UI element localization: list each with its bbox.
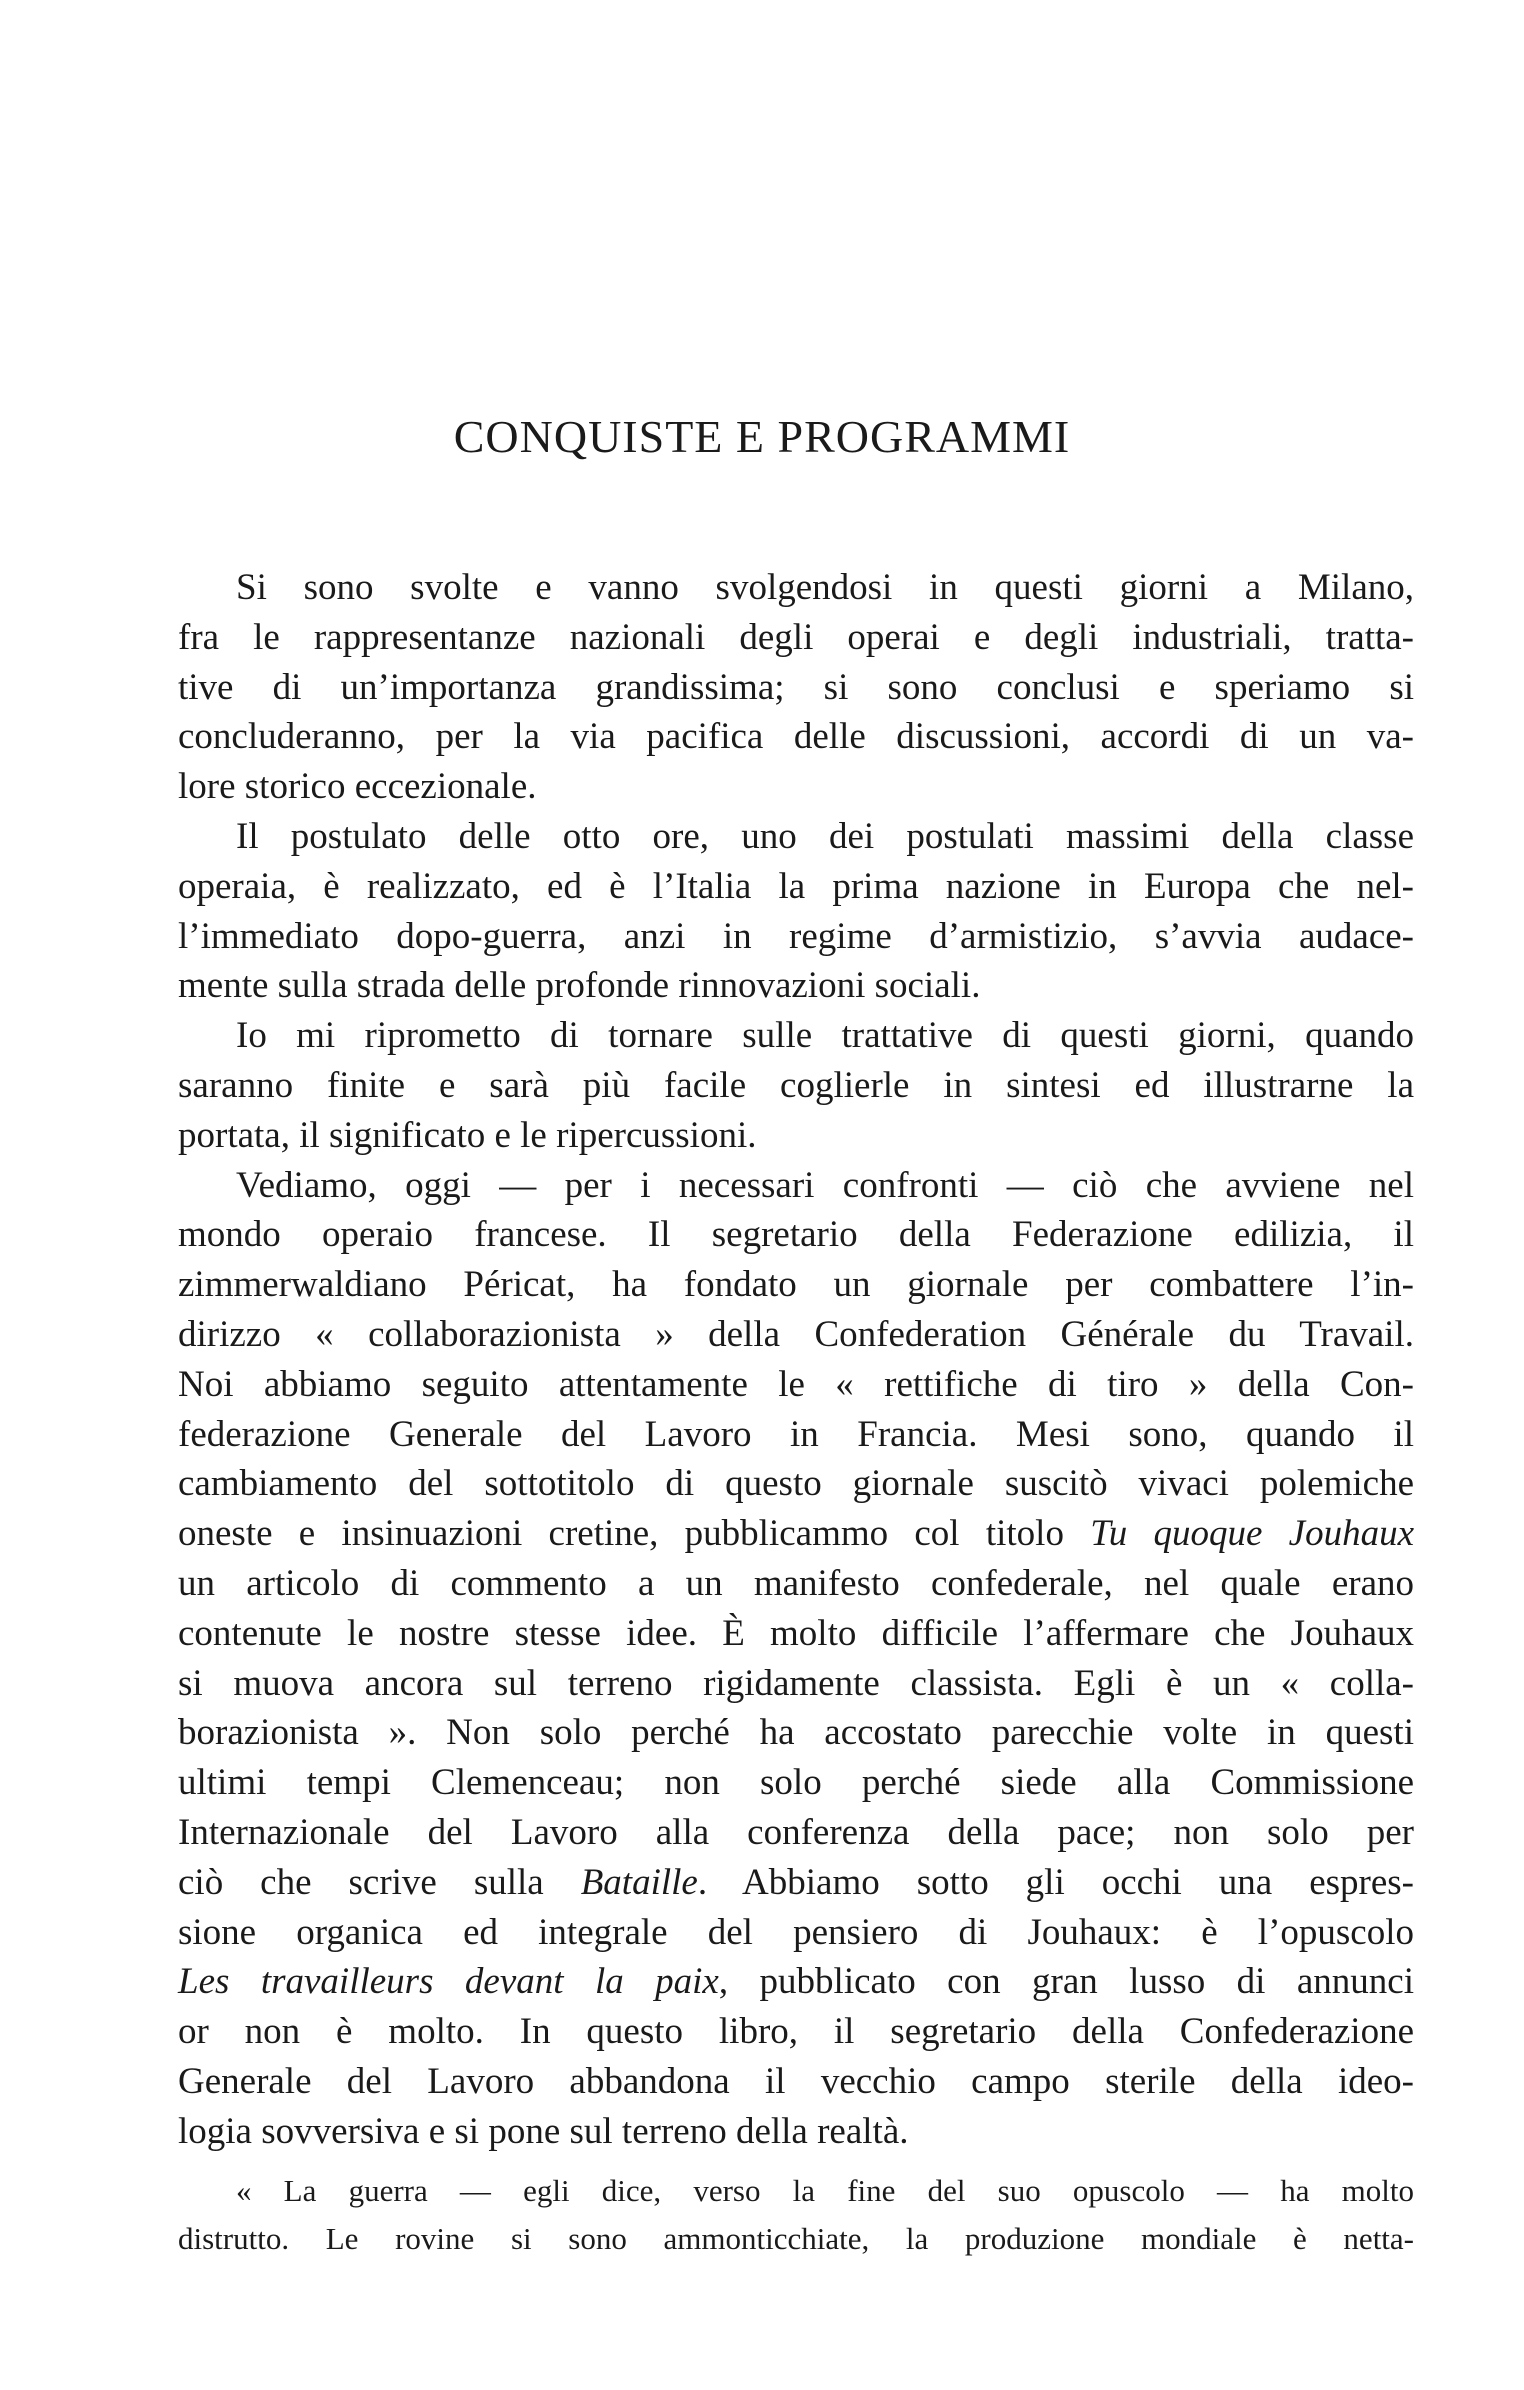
text-line: Si sono svolte e vanno svolgendosi in questi giorni a Milano, <box>236 567 1414 608</box>
text-line: Il postulato delle otto ore, uno dei postulati massimi della classe <box>236 815 1414 857</box>
text-line: tive di un’importanza grandissima; si sono conclusi e speriamo si <box>178 666 1414 708</box>
text-line: operaia, è realizzato, ed è l’Italia la prima nazione in Europa che nel- <box>178 865 1414 907</box>
text-line: oneste e insinuazioni cretine, pubblicammo col titolo Tu quoque Jouhaux <box>178 1513 1414 1555</box>
text-line: Les travailleurs devant la paix, pubblicato con gran lusso di annunci <box>178 1961 1414 2003</box>
block-quote <box>178 2167 1414 2263</box>
text-line: logia sovversiva e si pone sul terreno della realtà. <box>178 2110 909 2152</box>
italic-title: Les travailleurs devant la paix <box>178 1961 719 2003</box>
paragraph <box>178 812 1414 1011</box>
text-line: cambiamento del sottotitolo di questo giornale suscitò vivaci polemiche <box>178 1463 1414 1505</box>
text-line: ciò che scrive sulla Bataille. Abbiamo sotto gli occhi una espres- <box>178 1861 1414 1903</box>
article-body <box>178 563 1414 2263</box>
text-line: Generale del Lavoro abbandona il vecchio campo sterile della ideo- <box>178 2060 1414 2102</box>
paragraph <box>178 563 1414 812</box>
text-line: mente sulla strada delle profonde rinnovazioni sociali. <box>178 965 981 1007</box>
text-line: Noi abbiamo seguito attentamente le « rettifiche di tiro » della Con- <box>178 1363 1414 1405</box>
text-line: sione organica ed integrale del pensiero di Jouhaux: è l’opuscolo <box>178 1911 1414 1953</box>
text-line: portata, il significato e le ripercussioni. <box>178 1114 757 1156</box>
text-line: Internazionale del Lavoro alla conferenza della pace; non solo per <box>178 1811 1414 1853</box>
text-line: si muova ancora sul terreno rigidamente classista. Egli è un « colla- <box>178 1662 1414 1704</box>
text-line: Vediamo, oggi — per i necessari confronti — ciò che avviene nel <box>236 1164 1414 1206</box>
text-line: contenute le nostre stesse idee. È molto difficile l’affermare che Jouhaux <box>178 1612 1414 1654</box>
quote-line: distrutto. Le rovine si sono ammonticchiate, la produzione mondiale è netta- <box>178 2220 1414 2256</box>
text-line: Io mi riprometto di tornare sulle trattative di questi giorni, quando <box>236 1015 1414 1057</box>
text-line: dirizzo « collaborazionista » della Confederation Générale du Travail. <box>178 1313 1414 1355</box>
text-line: fra le rappresentanze nazionali degli operai e degli industriali, tratta- <box>178 616 1414 658</box>
text-line: l’immediato dopo-guerra, anzi in regime d’armistizio, s’avvia audace- <box>178 915 1414 957</box>
text-line: mondo operaio francese. Il segretario della Federazione edilizia, il <box>178 1214 1414 1256</box>
text-line: or non è molto. In questo libro, il segretario della Confederazione <box>178 2011 1414 2053</box>
text-line: lore storico eccezionale. <box>178 766 537 808</box>
text-line: borazionista ». Non solo perché ha accostato parecchie volte in questi <box>178 1712 1414 1754</box>
text-line: federazione Generale del Lavoro in Francia. Mesi sono, quando il <box>178 1413 1414 1455</box>
text-line: ultimi tempi Clemenceau; non solo perché siede alla Commissione <box>178 1762 1414 1804</box>
text-line: saranno finite e sarà più facile coglierle in sintesi ed illustrarne la <box>178 1064 1414 1106</box>
paragraph <box>178 1011 1414 1160</box>
text-line: concluderanno, per la via pacifica delle discussioni, accordi di un va- <box>178 716 1414 758</box>
quote-line: « La guerra — egli dice, verso la fine del suo opuscolo — ha molto <box>236 2172 1414 2208</box>
page-title: CONQUISTE E PROGRAMMI <box>453 411 1071 462</box>
italic-title: Tu quoque Jouhaux <box>1090 1513 1414 1555</box>
italic-title: Bataille <box>580 1861 698 1903</box>
text-line: zimmerwaldiano Péricat, ha fondato un giornale per combattere l’in- <box>178 1264 1414 1306</box>
text-line: un articolo di commento a un manifesto confederale, nel quale erano <box>178 1562 1414 1604</box>
paragraph <box>178 1161 1414 2157</box>
